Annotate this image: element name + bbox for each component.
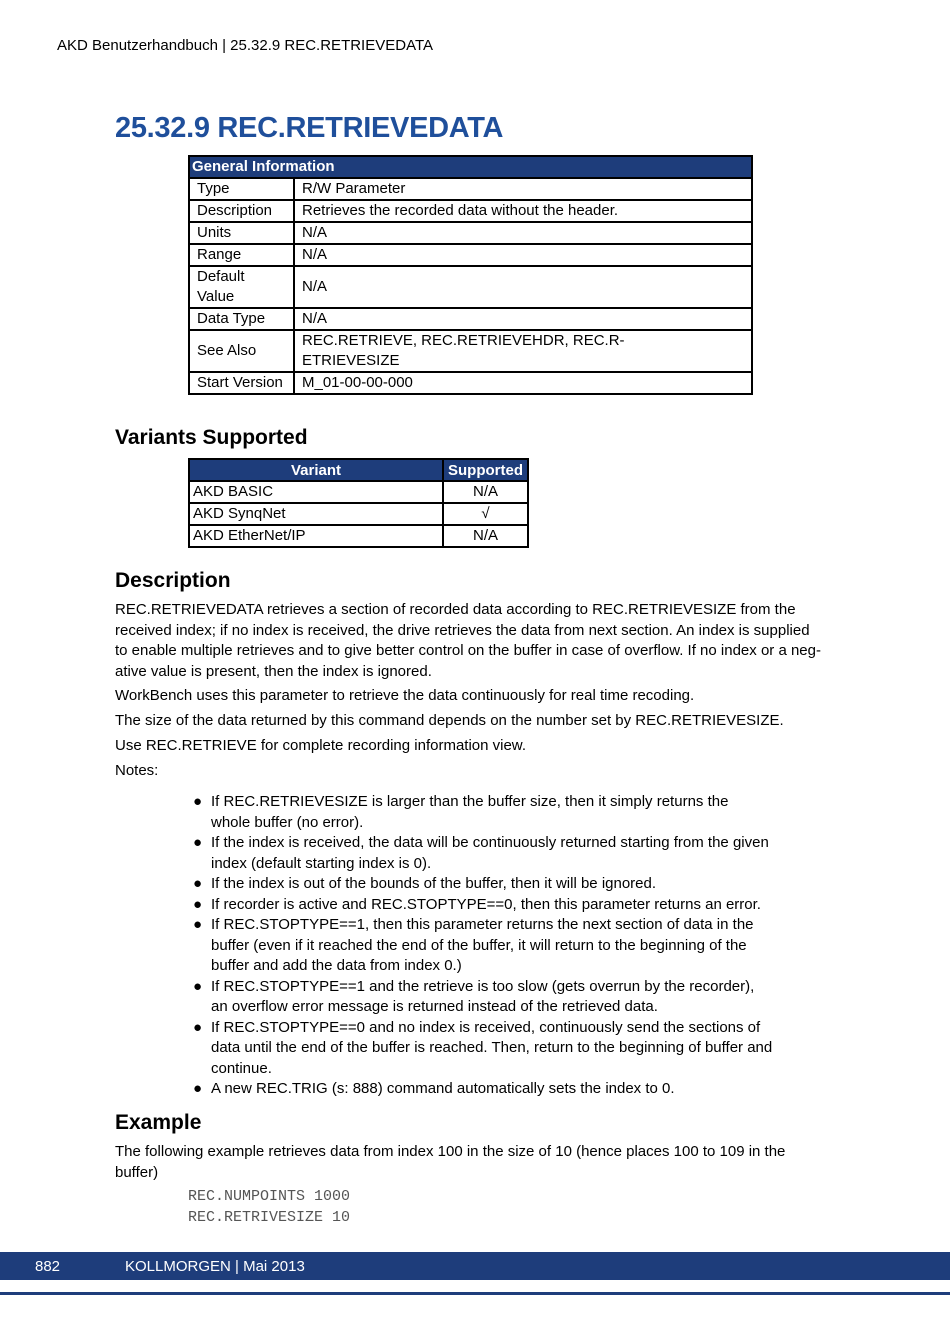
info-key-range: Range <box>189 244 294 266</box>
list-item <box>185 895 795 916</box>
notes-list <box>185 792 795 1100</box>
note-line: continue. <box>211 1059 272 1077</box>
list-item <box>185 792 795 833</box>
running-header: AKD Benutzerhandbuch | 25.32.9 REC.RETRIEVEDATA <box>57 37 434 54</box>
variant-name: AKD BASIC <box>189 481 443 503</box>
info-value-description: Retrieves the recorded data without the header. <box>294 200 752 222</box>
variants-heading: Variants Supported <box>115 426 308 449</box>
code-line: REC.RETRIVESIZE 10 <box>188 1209 351 1226</box>
variant-column-header: Variant <box>189 459 443 481</box>
note-line: an overflow error message is returned instead of the retrieved data. <box>211 998 658 1015</box>
bullet-icon: ● <box>193 875 203 892</box>
info-value-units: N/A <box>294 222 752 244</box>
note-line: If REC.STOPTYPE==1 and the retrieve is too slow (gets overrun by the recorder), <box>211 977 755 995</box>
footer-bar <box>0 1252 950 1280</box>
supported-column-header: Supported <box>443 459 528 481</box>
list-item <box>185 874 795 895</box>
info-value-default: N/A <box>294 266 752 308</box>
variant-supported: √ <box>443 503 528 525</box>
info-key-default-line2: Value <box>197 288 235 305</box>
list-item <box>185 915 795 977</box>
info-key-see-also: See Also <box>189 330 294 372</box>
bullet-icon: ● <box>193 793 203 810</box>
info-key-type: Type <box>189 178 294 200</box>
info-value-see-also <box>294 330 752 372</box>
description-paragraph-4: Use REC.RETRIEVE for complete recording information view. <box>115 737 526 754</box>
list-item <box>185 977 795 1018</box>
info-key-data-type: Data Type <box>189 308 294 330</box>
info-key-description: Description <box>189 200 294 222</box>
note-line: index (default starting index is 0). <box>211 854 432 872</box>
text-line: The following example retrieves data from index 100 in the size of 10 (hence places 100 to 109 in the <box>115 1143 786 1160</box>
note-line: whole buffer (no error). <box>211 813 364 831</box>
variants-table <box>188 458 529 548</box>
bullet-icon: ● <box>193 834 203 851</box>
info-value-data-type: N/A <box>294 308 752 330</box>
text-line: REC.RETRIEVEDATA retrieves a section of recorded data according to REC.RETRIEVESIZE from the <box>115 601 796 618</box>
bullet-icon: ● <box>193 977 203 995</box>
note-line: data until the end of the buffer is reached. Then, return to the beginning of buffer and <box>211 1039 773 1056</box>
code-line: REC.NUMPOINTS 1000 <box>188 1188 351 1205</box>
example-text <box>115 1142 837 1183</box>
note-line: If the index is received, the data will be continuously returned starting from the given <box>211 834 769 851</box>
description-heading: Description <box>115 569 231 592</box>
note-line: A new REC.TRIG (s: 888) command automatically sets the index to 0. <box>211 1080 675 1097</box>
text-line: ative value is present, then the index is ignored. <box>115 662 432 680</box>
bullet-icon: ● <box>193 916 203 933</box>
note-line: If recorder is active and REC.STOPTYPE==0, then this parameter returns an error. <box>211 895 761 913</box>
note-line: If REC.STOPTYPE==0 and no index is received, continuously send the sections of <box>211 1018 761 1036</box>
info-value-start-version: M_01-00-00-000 <box>294 372 752 394</box>
note-line: If the index is out of the bounds of the buffer, then it will be ignored. <box>211 875 657 892</box>
description-paragraph-3: The size of the data returned by this command depends on the number set by REC.RETRIEVESIZE. <box>115 712 784 729</box>
text-line: buffer) <box>115 1163 159 1181</box>
description-paragraph-2: WorkBench uses this parameter to retrieve the data continuously for real time recoding. <box>115 687 695 704</box>
note-line: If REC.RETRIEVESIZE is larger than the buffer size, then it simply returns the <box>211 793 729 810</box>
table-row <box>189 481 528 503</box>
footer-publisher: KOLLMORGEN | Mai 2013 <box>125 1258 305 1275</box>
info-value-type: R/W Parameter <box>294 178 752 200</box>
text-line: received index; if no index is received, the drive retrieves the data from next section. An index is supplied <box>115 621 810 639</box>
note-line: buffer and add the data from index 0.) <box>211 957 462 974</box>
info-key-default-line1: Default <box>197 268 245 285</box>
bullet-icon: ● <box>193 1018 203 1036</box>
general-information-table <box>188 155 753 395</box>
example-heading: Example <box>115 1111 202 1134</box>
variant-name: AKD SynqNet <box>189 503 443 525</box>
variant-supported: N/A <box>443 481 528 503</box>
text-line: to enable multiple retrieves and to give better control on the buffer in case of overflow. If no index or a neg- <box>115 642 821 659</box>
notes-label: Notes: <box>115 762 159 779</box>
see-also-line2: ETRIEVESIZE <box>302 352 400 369</box>
footer-divider <box>0 1292 950 1295</box>
see-also-line1: REC.RETRIEVE, REC.RETRIEVEHDR, REC.R- <box>302 332 625 349</box>
info-key-default-value <box>189 266 294 308</box>
general-information-heading: General Information <box>189 156 752 178</box>
info-value-range: N/A <box>294 244 752 266</box>
note-line: If REC.STOPTYPE==1, then this parameter returns the next section of data in the <box>211 916 754 933</box>
list-item <box>185 833 795 874</box>
table-row <box>189 525 528 547</box>
info-key-start-version: Start Version <box>189 372 294 394</box>
bullet-icon: ● <box>193 1080 203 1097</box>
variant-supported: N/A <box>443 525 528 547</box>
bullet-icon: ● <box>193 895 203 913</box>
description-paragraph-1 <box>115 600 837 682</box>
page-number: 882 <box>35 1258 61 1275</box>
list-item <box>185 1079 795 1100</box>
list-item <box>185 1018 795 1080</box>
variant-name: AKD EtherNet/IP <box>189 525 443 547</box>
page-title: 25.32.9 REC.RETRIEVEDATA <box>115 112 504 144</box>
table-row <box>189 503 528 525</box>
info-key-units: Units <box>189 222 294 244</box>
note-line: buffer (even if it reached the end of the buffer, it will return to the beginning of the <box>211 936 747 954</box>
